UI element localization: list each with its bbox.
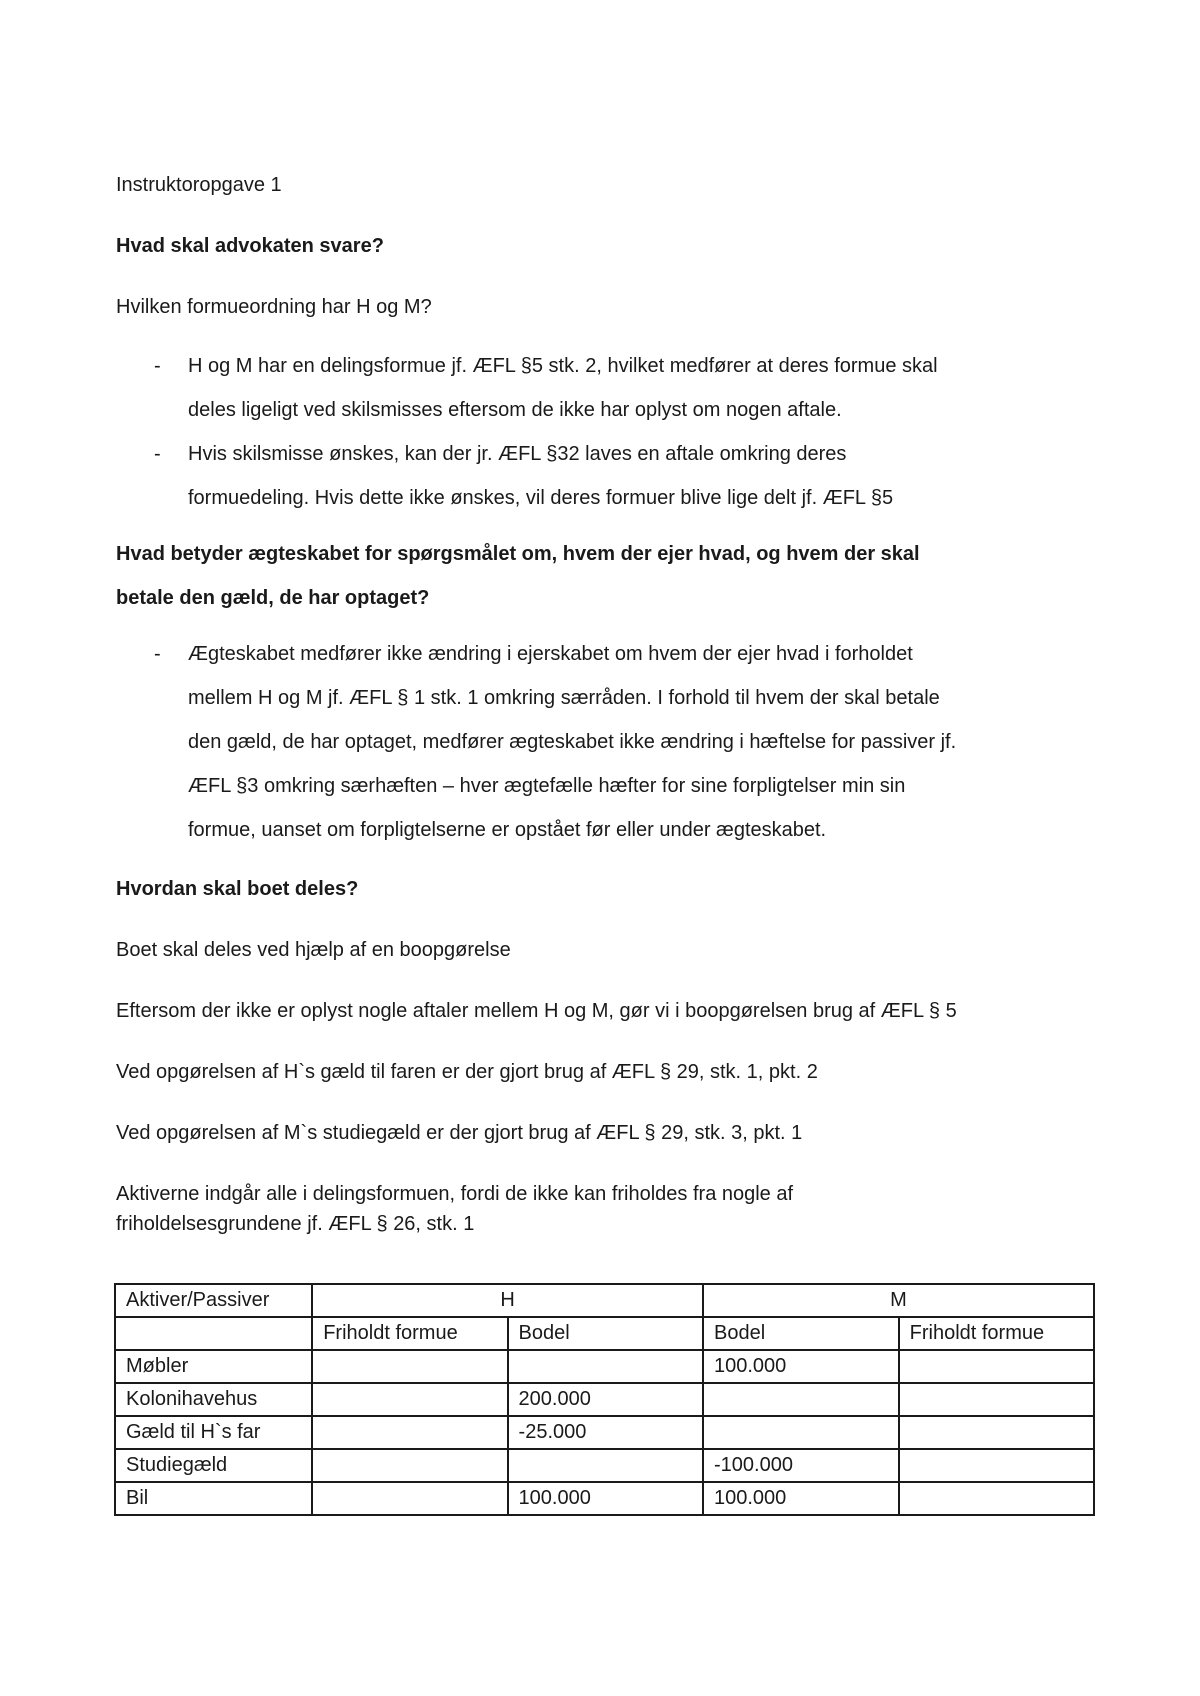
table-cell (703, 1416, 899, 1449)
list-item (116, 432, 1096, 476)
table-cell (312, 1350, 507, 1383)
table-cell: 200.000 (508, 1383, 703, 1416)
table-cell: Friholdt formue (899, 1317, 1094, 1350)
asset-table (114, 1283, 1095, 1516)
table-cell: -100.000 (703, 1449, 899, 1482)
list-item (116, 720, 1096, 764)
bullet-line: mellem H og M jf. ÆFL § 1 stk. 1 omkring særråden. I forhold til hvem der skal betale (188, 687, 940, 709)
table-cell (703, 1383, 899, 1416)
bullet-line: deles ligeligt ved skilsmisses eftersom de ikke har oplyst om nogen aftale. (188, 399, 842, 421)
list-item (116, 764, 1096, 808)
document-body (116, 170, 1096, 1239)
table-cell (899, 1449, 1094, 1482)
bullet-line: formuedeling. Hvis dette ikke ønskes, vil deres formuer blive lige delt jf. ÆFL §5 (188, 487, 894, 509)
table-cell: Studiegæld (115, 1449, 312, 1482)
bullet-line: Ægteskabet medfører ikke ændring i ejerskabet om hvem der ejer hvad i forholdet (188, 643, 913, 665)
question-heading-3-line1: Hvad betyder ægteskabet for spørgsmålet om, hvem der ejer hvad, og hvem der skal (116, 543, 920, 565)
paragraph-3: Ved opgørelsen af H`s gæld til faren er der gjort brug af ÆFL § 29, stk. 1, pkt. 2 (116, 1061, 818, 1083)
table-cell (899, 1482, 1094, 1515)
table-cell (508, 1350, 703, 1383)
table-cell (899, 1416, 1094, 1449)
bullet-line: H og M har en delingsformue jf. ÆFL §5 stk. 2, hvilket medfører at deres formue skal (188, 355, 938, 377)
bullet-line: den gæld, de har optaget, medfører ægteskabet ikke ændring i hæftelse for passiver jf. (188, 731, 957, 753)
bullet-dash: - (154, 643, 161, 665)
table-header-row (115, 1284, 1094, 1317)
table-header-cell-h: H (312, 1284, 703, 1317)
bullet-line: formue, uanset om forpligtelserne er opstået før eller under ægteskabet. (188, 819, 827, 841)
table-cell (899, 1383, 1094, 1416)
bullet-line: Hvis skilsmisse ønskes, kan der jr. ÆFL §32 laves en aftale omkring deres (188, 443, 847, 465)
bullet-list-1 (116, 344, 1096, 520)
table-cell (312, 1383, 507, 1416)
table-cell: 100.000 (508, 1482, 703, 1515)
table-cell: Bil (115, 1482, 312, 1515)
list-item (116, 808, 1096, 852)
question-heading-1: Hvad skal advokaten svare? (116, 235, 384, 257)
table-cell (115, 1317, 312, 1350)
table-cell (899, 1350, 1094, 1383)
bullet-line: ÆFL §3 omkring særhæften – hver ægtefælle hæfter for sine forpligtelser min sin (188, 775, 906, 797)
table-cell: -25.000 (508, 1416, 703, 1449)
table-cell (312, 1482, 507, 1515)
table-header-cell: Aktiver/Passiver (115, 1284, 312, 1317)
table-header-cell-m: M (703, 1284, 1094, 1317)
question-2: Hvilken formueordning har H og M? (116, 296, 432, 318)
table-cell: Gæld til H`s far (115, 1416, 312, 1449)
list-item (116, 476, 1096, 520)
paragraph-5-line2: friholdelsesgrundene jf. ÆFL § 26, stk. 1 (116, 1213, 475, 1235)
bullet-dash: - (154, 355, 161, 377)
paragraph-4: Ved opgørelsen af M`s studiegæld er der gjort brug af ÆFL § 29, stk. 3, pkt. 1 (116, 1122, 803, 1144)
bullet-list-2 (116, 632, 1096, 852)
list-item (116, 632, 1096, 676)
document-title: Instruktoropgave 1 (116, 174, 282, 196)
list-item (116, 388, 1096, 432)
table-row (115, 1449, 1094, 1482)
list-item (116, 676, 1096, 720)
table-subheader-row (115, 1317, 1094, 1350)
table-cell: Kolonihavehus (115, 1383, 312, 1416)
question-heading-4: Hvordan skal boet deles? (116, 878, 359, 900)
table-cell: Friholdt formue (312, 1317, 507, 1350)
paragraph-1: Boet skal deles ved hjælp af en boopgørelse (116, 939, 511, 961)
table-cell: Bodel (703, 1317, 899, 1350)
table-cell (312, 1416, 507, 1449)
table-row (115, 1482, 1094, 1515)
table-cell (508, 1449, 703, 1482)
bullet-dash: - (154, 443, 161, 465)
table-cell: Møbler (115, 1350, 312, 1383)
table-cell: 100.000 (703, 1350, 899, 1383)
paragraph-2: Eftersom der ikke er oplyst nogle aftaler mellem H og M, gør vi i boopgørelsen brug af ÆFL § 5 (116, 1000, 957, 1022)
table-row (115, 1350, 1094, 1383)
table-row (115, 1416, 1094, 1449)
table-cell: Bodel (508, 1317, 703, 1350)
question-heading-3-line2: betale den gæld, de har optaget? (116, 587, 430, 609)
list-item (116, 344, 1096, 388)
paragraph-5-line1: Aktiverne indgår alle i delingsformuen, fordi de ikke kan friholdes fra nogle af (116, 1183, 794, 1205)
table-cell (312, 1449, 507, 1482)
table-row (115, 1383, 1094, 1416)
table-cell: 100.000 (703, 1482, 899, 1515)
